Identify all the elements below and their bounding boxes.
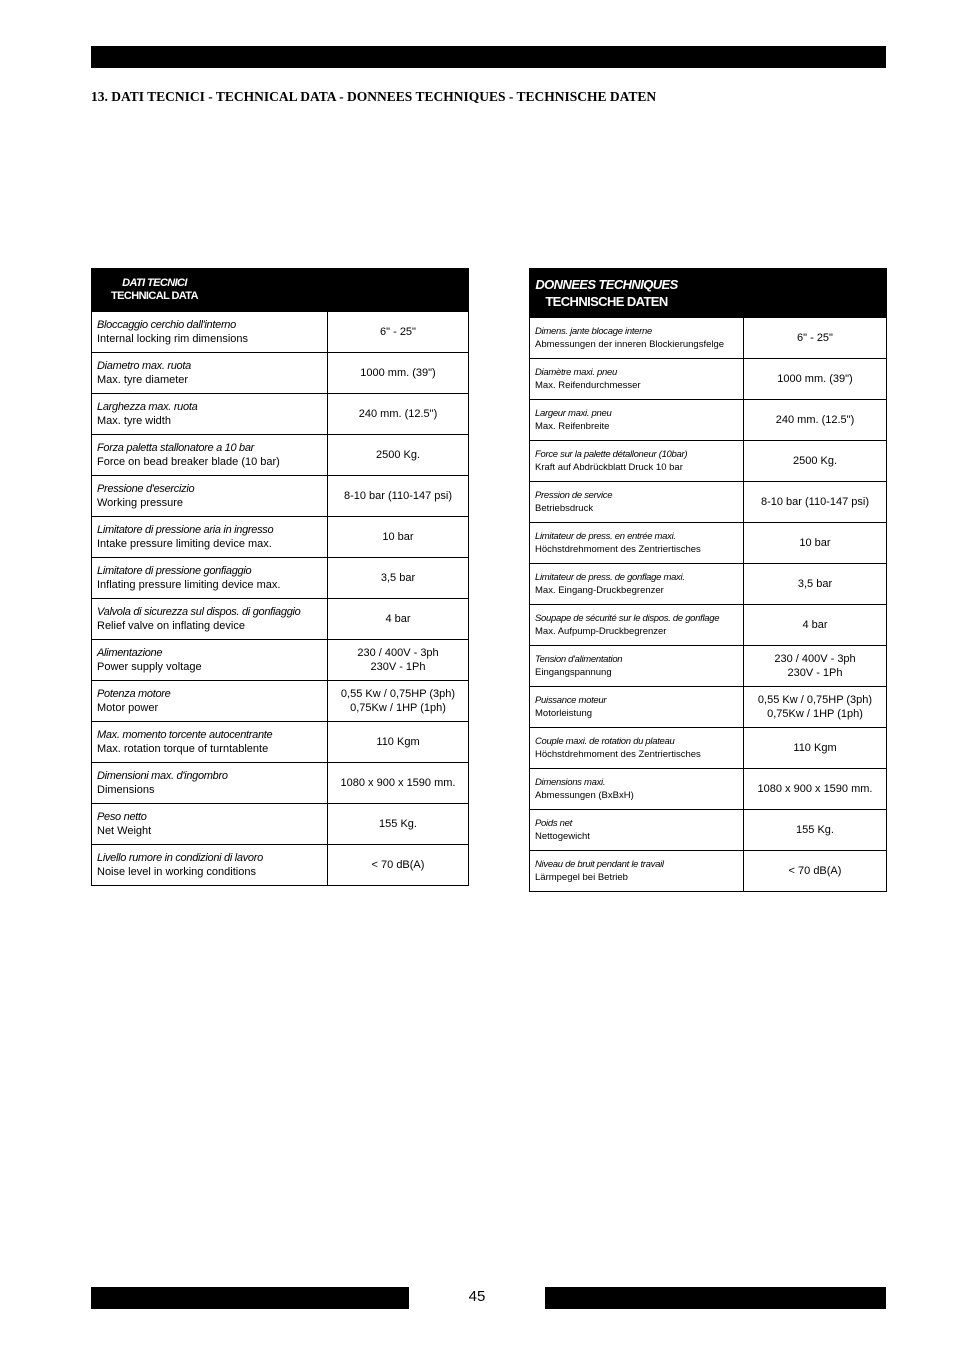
spec-value-cell bbox=[328, 435, 469, 476]
spec-label-translation: Power supply voltage bbox=[97, 661, 202, 673]
spec-value-cell bbox=[744, 810, 887, 851]
spec-label-cell bbox=[92, 435, 328, 476]
table-row bbox=[530, 564, 887, 605]
table-row bbox=[530, 851, 887, 892]
spec-label-cell bbox=[92, 845, 328, 886]
spec-label-cell bbox=[92, 394, 328, 435]
table-header-row bbox=[530, 269, 887, 318]
spec-value-cell bbox=[744, 687, 887, 728]
spec-label-cell bbox=[92, 722, 328, 763]
spec-label-cell bbox=[92, 558, 328, 599]
table-row bbox=[92, 763, 469, 804]
spec-label-translation: Motor power bbox=[97, 702, 159, 714]
spec-label-translation: Max. Reifenbreite bbox=[535, 421, 610, 432]
spec-label-cell bbox=[530, 851, 744, 892]
spec-value: 8-10 bar (110-147 psi) bbox=[343, 490, 453, 502]
spec-value: 3,5 bar bbox=[380, 572, 416, 584]
spec-label-cell bbox=[530, 359, 744, 400]
footer-bar-right bbox=[545, 1287, 886, 1309]
spec-value: 0,55 Kw / 0,75HP (3ph) bbox=[757, 694, 873, 706]
spec-label-translation: Höchstdrehmoment des Zentriertisches bbox=[535, 749, 701, 760]
table-row bbox=[92, 435, 469, 476]
table-row bbox=[530, 646, 887, 687]
spec-label-primary: Dimensions maxi. bbox=[535, 777, 606, 788]
spec-label-primary: Dimensioni max. d'ingombro bbox=[97, 770, 228, 782]
technical-data-table-fr-de bbox=[529, 268, 887, 892]
spec-label-translation: Force on bead breaker blade (10 bar) bbox=[97, 456, 280, 468]
table-row bbox=[92, 640, 469, 681]
spec-value: 1080 x 900 x 1590 mm. bbox=[340, 777, 456, 789]
spec-value: 1080 x 900 x 1590 mm. bbox=[757, 783, 873, 795]
spec-value: 6" - 25" bbox=[380, 326, 416, 338]
spec-label-translation: Kraft auf Abdrückblatt Druck 10 bar bbox=[535, 462, 683, 473]
spec-value-cell bbox=[328, 558, 469, 599]
table-row bbox=[92, 353, 469, 394]
table-row bbox=[92, 312, 469, 353]
spec-value: 8-10 bar (110-147 psi) bbox=[760, 496, 870, 508]
spec-label-translation: Nettogewicht bbox=[535, 831, 590, 842]
technical-data-table-it-en bbox=[91, 268, 469, 886]
spec-label-translation: Max. Aufpump-Druckbegrenzer bbox=[535, 626, 667, 637]
spec-value-cell bbox=[328, 845, 469, 886]
spec-value: 10 bar bbox=[382, 531, 414, 543]
spec-value-cell bbox=[744, 851, 887, 892]
table-row bbox=[530, 441, 887, 482]
spec-value: 155 Kg. bbox=[379, 818, 417, 830]
spec-label-cell bbox=[92, 640, 328, 681]
table-header-title bbox=[92, 269, 328, 312]
spec-value-cell bbox=[328, 394, 469, 435]
spec-label-cell bbox=[92, 681, 328, 722]
spec-label-primary: Larghezza max. ruota bbox=[97, 401, 198, 413]
spec-label-translation: Betriebsdruck bbox=[535, 503, 594, 514]
spec-label-primary: Pressione d'esercizio bbox=[97, 483, 195, 495]
spec-value: 0,55 Kw / 0,75HP (3ph) bbox=[340, 688, 456, 700]
spec-label-primary: Soupape de sécurité sur le dispos. de gonflage bbox=[535, 613, 720, 624]
spec-label-cell bbox=[530, 646, 744, 687]
spec-label-cell bbox=[92, 763, 328, 804]
spec-label-cell bbox=[92, 804, 328, 845]
spec-label-translation: Working pressure bbox=[97, 497, 183, 509]
spec-label-primary: Puissance moteur bbox=[535, 695, 607, 706]
spec-label-translation: Internal locking rim dimensions bbox=[97, 333, 249, 345]
spec-label-translation: Abmessungen (BxBxH) bbox=[535, 790, 634, 801]
spec-label-primary: Bloccaggio cerchio dall'interno bbox=[97, 319, 236, 331]
spec-label-primary: Peso netto bbox=[97, 811, 147, 823]
spec-value-cell bbox=[744, 441, 887, 482]
spec-label-cell bbox=[92, 312, 328, 353]
spec-value-cell bbox=[328, 640, 469, 681]
spec-value: 230 / 400V - 3ph bbox=[357, 647, 439, 659]
spec-label-primary: Limitatore di pressione gonfiaggio bbox=[97, 565, 252, 577]
spec-value-cell bbox=[744, 769, 887, 810]
spec-label-cell bbox=[92, 599, 328, 640]
spec-label-primary: Limitatore di pressione aria in ingresso bbox=[97, 524, 274, 536]
spec-value: 10 bar bbox=[799, 537, 831, 549]
spec-value-cell bbox=[744, 359, 887, 400]
spec-label-cell bbox=[530, 564, 744, 605]
spec-value: 1000 mm. (39") bbox=[777, 373, 853, 385]
table-row bbox=[92, 599, 469, 640]
spec-label-translation: Max. Eingang-Druckbegrenzer bbox=[535, 585, 664, 596]
spec-label-translation: Relief valve on inflating device bbox=[97, 620, 245, 632]
spec-label-primary: Limitateur de press. de gonflage maxi. bbox=[535, 572, 685, 583]
spec-value-cell bbox=[744, 400, 887, 441]
spec-value: 110 Kgm bbox=[793, 742, 837, 754]
spec-value: 155 Kg. bbox=[796, 824, 834, 836]
spec-label-cell bbox=[530, 687, 744, 728]
spec-label-translation: Max. rotation torque of turntablente bbox=[97, 743, 269, 755]
table-row bbox=[530, 605, 887, 646]
spec-label-translation: Abmessungen der inneren Blockierungsfelge bbox=[535, 339, 725, 350]
spec-label-cell bbox=[530, 605, 744, 646]
spec-label-translation: Net Weight bbox=[97, 825, 152, 837]
spec-value: 240 mm. (12.5") bbox=[358, 408, 438, 420]
table-row bbox=[92, 517, 469, 558]
spec-value-cell bbox=[744, 523, 887, 564]
spec-label-primary: Valvola di sicurezza sul dispos. di gonfiaggio bbox=[97, 606, 301, 618]
table-row bbox=[530, 769, 887, 810]
spec-label-primary: Poids net bbox=[535, 818, 572, 829]
spec-value: < 70 dB(A) bbox=[371, 859, 425, 871]
spec-value: 3,5 bar bbox=[797, 578, 833, 590]
spec-value: 4 bar bbox=[802, 619, 828, 631]
spec-label-translation: Höchstdrehmoment des Zentriertisches bbox=[535, 544, 701, 555]
spec-value: 1000 mm. (39") bbox=[360, 367, 436, 379]
table-row bbox=[92, 558, 469, 599]
spec-label-translation: Eingangspannung bbox=[535, 667, 612, 678]
table-header-blank bbox=[328, 269, 469, 312]
table-row bbox=[530, 359, 887, 400]
spec-value: 6" - 25" bbox=[797, 332, 833, 344]
table-row bbox=[92, 722, 469, 763]
spec-label-primary: Alimentazione bbox=[97, 647, 163, 659]
table-header-row bbox=[92, 269, 469, 312]
spec-value: 110 Kgm bbox=[376, 736, 420, 748]
spec-label-cell bbox=[92, 353, 328, 394]
spec-value-cell bbox=[328, 599, 469, 640]
table-row bbox=[530, 810, 887, 851]
page-number: 45 bbox=[468, 1288, 486, 1305]
table-row bbox=[530, 318, 887, 359]
spec-value: 2500 Kg. bbox=[792, 455, 838, 467]
spec-label-primary: Niveau de bruit pendant le travail bbox=[535, 859, 664, 870]
spec-value-cell bbox=[744, 646, 887, 687]
table-header-blank bbox=[744, 269, 887, 318]
spec-label-primary: Pression de service bbox=[535, 490, 613, 501]
header-line-1: DATI TECNICI bbox=[122, 277, 187, 289]
spec-label-cell bbox=[530, 441, 744, 482]
table-row bbox=[530, 482, 887, 523]
spec-label-primary: Livello rumore in condizioni di lavoro bbox=[97, 852, 263, 864]
spec-label-primary: Force sur la palette détalloneur (10bar) bbox=[535, 449, 688, 460]
spec-label-primary: Diametro max. ruota bbox=[97, 360, 191, 372]
spec-value-cell bbox=[328, 517, 469, 558]
spec-value-cell bbox=[328, 681, 469, 722]
spec-label-primary: Dimens. jante blocage interne bbox=[535, 326, 652, 337]
spec-label-cell bbox=[92, 517, 328, 558]
table-header-title bbox=[530, 269, 744, 318]
spec-label-primary: Max. momento torcente autocentrante bbox=[97, 729, 273, 741]
spec-label-translation: Motorleistung bbox=[535, 708, 593, 719]
table-row bbox=[530, 523, 887, 564]
spec-value: 230V - 1Ph bbox=[787, 667, 843, 679]
section-title: 13. DATI TECNICI - TECHNICAL DATA - DONNEES TECHNIQUES - TECHNISCHE DATEN bbox=[91, 89, 657, 104]
spec-label-primary: Potenza motore bbox=[97, 688, 171, 700]
spec-label-translation: Lärmpegel bei Betrieb bbox=[535, 872, 628, 883]
spec-value-cell bbox=[744, 564, 887, 605]
table-row bbox=[92, 476, 469, 517]
table-row bbox=[530, 728, 887, 769]
spec-label-translation: Intake pressure limiting device max. bbox=[97, 538, 272, 550]
table-row bbox=[92, 681, 469, 722]
spec-value: < 70 dB(A) bbox=[788, 865, 842, 877]
spec-value-cell bbox=[328, 722, 469, 763]
table-row bbox=[92, 394, 469, 435]
spec-value-cell bbox=[328, 353, 469, 394]
spec-value-cell bbox=[328, 804, 469, 845]
spec-label-cell bbox=[530, 523, 744, 564]
spec-label-translation: Max. Reifendurchmesser bbox=[535, 380, 641, 391]
spec-value: 4 bar bbox=[385, 613, 411, 625]
spec-label-cell bbox=[530, 810, 744, 851]
footer-bar-left bbox=[91, 1287, 409, 1309]
spec-label-cell bbox=[92, 476, 328, 517]
spec-label-translation: Dimensions bbox=[97, 784, 155, 796]
spec-label-translation: Noise level in working conditions bbox=[97, 866, 256, 878]
header-line-1: DONNEES TECHNIQUES bbox=[535, 277, 678, 292]
table-body bbox=[92, 312, 469, 886]
table-row bbox=[92, 845, 469, 886]
header-line-2: TECHNISCHE DATEN bbox=[545, 294, 668, 309]
spec-value: 2500 Kg. bbox=[375, 449, 421, 461]
spec-label-cell bbox=[530, 769, 744, 810]
spec-value: 240 mm. (12.5") bbox=[775, 414, 855, 426]
spec-label-translation: Max. tyre diameter bbox=[97, 374, 189, 386]
spec-value-cell bbox=[328, 312, 469, 353]
spec-label-primary: Forza paletta stallonatore a 10 bar bbox=[97, 442, 255, 454]
table-row bbox=[530, 687, 887, 728]
spec-value-cell bbox=[328, 476, 469, 517]
spec-value-cell bbox=[744, 482, 887, 523]
spec-label-primary: Couple maxi. de rotation du plateau bbox=[535, 736, 675, 747]
spec-label-cell bbox=[530, 482, 744, 523]
top-header-bar bbox=[91, 46, 886, 68]
spec-label-primary: Limitateur de press. en entrée maxi. bbox=[535, 531, 676, 542]
spec-value: 230 / 400V - 3ph bbox=[774, 653, 856, 665]
spec-label-cell bbox=[530, 728, 744, 769]
spec-label-cell bbox=[530, 318, 744, 359]
spec-value-cell bbox=[328, 763, 469, 804]
header-line-2: TECHNICAL DATA bbox=[111, 290, 198, 302]
spec-label-primary: Largeur maxi. pneu bbox=[535, 408, 612, 419]
table-row bbox=[92, 804, 469, 845]
spec-label-translation: Inflating pressure limiting device max. bbox=[97, 579, 281, 591]
spec-value-cell bbox=[744, 605, 887, 646]
spec-value: 0,75Kw / 1HP (1ph) bbox=[350, 702, 446, 714]
table-row bbox=[530, 400, 887, 441]
spec-label-primary: Tension d'alimentation bbox=[535, 654, 623, 665]
spec-value: 0,75Kw / 1HP (1ph) bbox=[767, 708, 863, 720]
spec-label-cell bbox=[530, 400, 744, 441]
table-body bbox=[530, 318, 887, 892]
spec-label-translation: Max. tyre width bbox=[97, 415, 171, 427]
spec-value: 230V - 1Ph bbox=[370, 661, 426, 673]
spec-value-cell bbox=[744, 318, 887, 359]
spec-value-cell bbox=[744, 728, 887, 769]
spec-label-primary: Diamètre maxi. pneu bbox=[535, 367, 617, 378]
